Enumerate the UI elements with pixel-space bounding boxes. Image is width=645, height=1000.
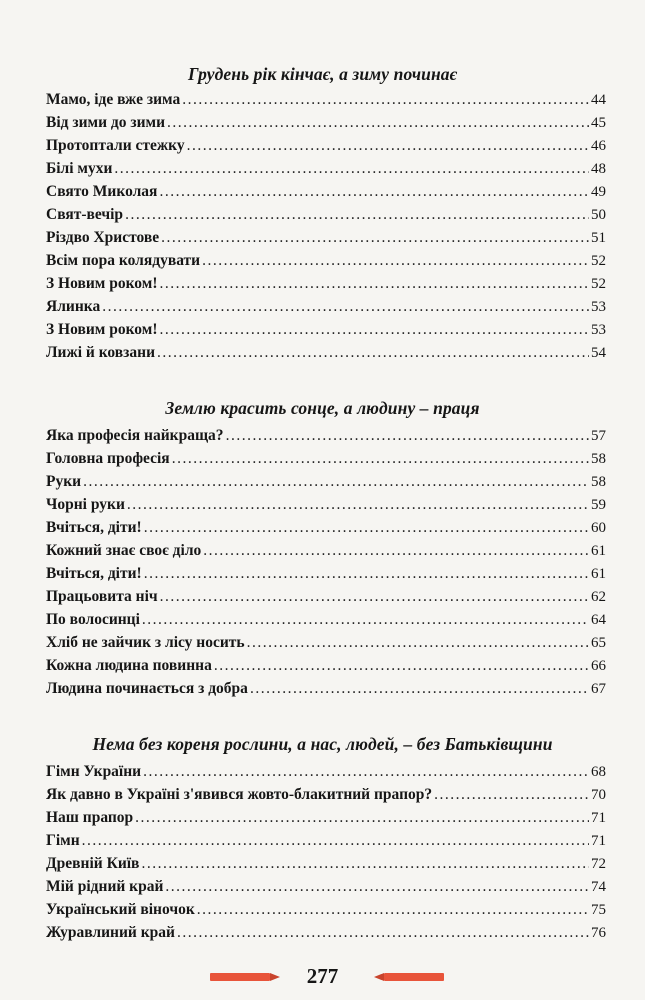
dot-leader (135, 809, 589, 827)
toc-entry-page: 57 (591, 428, 606, 444)
section-title-winter: Грудень рік кінчає, а зиму починає (187, 64, 457, 84)
toc-entry-title: Як давно в Україні з'явився жовто-блакитний прапор? (46, 786, 433, 803)
toc-entry (46, 542, 606, 564)
section-title-work: Землю красить сонце, а людину – праця (165, 398, 480, 418)
dot-leader (187, 137, 589, 155)
toc-entry (46, 763, 606, 785)
toc-entry (46, 657, 606, 679)
toc-entry-title: Різдво Христове (46, 229, 160, 246)
toc-entry-title: Чорні руки (46, 496, 125, 513)
dot-leader (434, 786, 589, 804)
toc-entry-title: Мій рідний край (46, 878, 164, 895)
toc-entry-page: 62 (591, 589, 606, 605)
dot-leader (127, 496, 589, 514)
toc-entry-title: Кожна людина повинна (46, 657, 212, 674)
toc-entry (46, 160, 606, 182)
page-footer (0, 962, 645, 992)
toc-entry-page: 71 (591, 810, 606, 826)
toc-entry-title: Лижі й ковзани (46, 344, 156, 361)
pencil-right-icon (374, 973, 444, 981)
toc-entry-page: 61 (591, 543, 606, 559)
toc-entry (46, 496, 606, 518)
dot-leader (214, 657, 589, 675)
toc-entry-page: 75 (591, 902, 606, 918)
toc-entry-page: 64 (591, 612, 606, 628)
toc-entry-page: 60 (591, 520, 606, 536)
dot-leader (161, 229, 589, 247)
toc-entry-page: 52 (591, 276, 606, 292)
toc-entry-title: Протоптали стежку (46, 137, 185, 154)
toc-entry-page: 66 (591, 658, 606, 674)
toc-entry-title: Людина починається з добра (46, 680, 248, 697)
toc-entry-page: 59 (591, 497, 606, 513)
toc-entry-page: 71 (591, 833, 606, 849)
toc-entry-page: 53 (591, 299, 606, 315)
toc-entry-page: 54 (591, 345, 606, 361)
toc-entry-page: 67 (591, 681, 606, 697)
toc-entry-title: Вчіться, діти! (46, 565, 142, 582)
toc-entry-page: 50 (591, 207, 606, 223)
dot-leader (226, 427, 589, 445)
toc-entry-page: 72 (591, 856, 606, 872)
toc-entry (46, 680, 606, 702)
toc-entry (46, 924, 606, 946)
toc-entry-page: 65 (591, 635, 606, 651)
toc-entry (46, 275, 606, 297)
toc-entry (46, 855, 606, 877)
toc-entry-page: 68 (591, 764, 606, 780)
toc-entry-page: 58 (591, 474, 606, 490)
toc-entry (46, 786, 606, 808)
dot-leader (141, 855, 589, 873)
toc-entry-title: Від зими до зими (46, 114, 165, 131)
dot-leader (102, 298, 589, 316)
toc-entry-title: Гімн України (46, 763, 142, 780)
toc-entry (46, 137, 606, 159)
toc-entry-title: Головна професія (46, 450, 170, 467)
dot-leader (172, 450, 589, 468)
dot-leader (203, 542, 589, 560)
dot-leader (143, 763, 589, 781)
toc-entry-title: Працьовита ніч (46, 588, 158, 605)
toc-entry-page: 49 (591, 184, 606, 200)
toc-entry-title: Журавлиний край (46, 924, 175, 941)
toc-entry-page: 45 (591, 115, 606, 131)
dot-leader (144, 519, 589, 537)
toc-entry (46, 344, 606, 366)
toc-entry-page: 48 (591, 161, 606, 177)
toc-entry-title: Кожний знає своє діло (46, 542, 202, 559)
toc-entry-page: 52 (591, 253, 606, 269)
toc-entry-title: Свят-вечір (46, 206, 124, 223)
toc-entry-title: Мамо, іде вже зима (46, 91, 181, 108)
dot-leader (182, 91, 589, 109)
dot-leader (159, 275, 589, 293)
toc-entry-page: 74 (591, 879, 606, 895)
toc-entry-title: Руки (46, 473, 82, 490)
toc-entry (46, 809, 606, 831)
toc-entry-title: По волосинці (46, 611, 140, 628)
toc-entry-page: 70 (591, 787, 606, 803)
dot-leader (114, 160, 589, 178)
toc-entry-page: 51 (591, 230, 606, 246)
dot-leader (177, 924, 589, 942)
toc-entry-title: Гімн (46, 832, 80, 849)
dot-leader (125, 206, 589, 224)
dot-leader (159, 321, 589, 339)
toc-entry (46, 901, 606, 923)
toc-entry (46, 588, 606, 610)
dot-leader (159, 183, 589, 201)
toc-entry-title: Український віночок (46, 901, 195, 918)
section-title-homeland: Нема без кореня рослини, а нас, людей, – без Батьківщини (92, 734, 553, 754)
toc-entry (46, 183, 606, 205)
dot-leader (197, 901, 589, 919)
toc-entry-page: 44 (591, 92, 606, 108)
toc-entry (46, 229, 606, 251)
dot-leader (165, 878, 589, 896)
toc-entry (46, 298, 606, 320)
toc-entry-title: Білі мухи (46, 160, 113, 177)
toc-entry-title: З Новим роком! (46, 275, 158, 292)
dot-leader (83, 473, 589, 491)
toc-entry (46, 878, 606, 900)
toc-entry-page: 61 (591, 566, 606, 582)
toc-entry-title: Яка професія найкраща? (46, 427, 224, 444)
toc-entry (46, 611, 606, 633)
toc-entry-title: Вчіться, діти! (46, 519, 142, 536)
toc-entry (46, 565, 606, 587)
toc-entry (46, 427, 606, 449)
toc-entry-title: Ялинка (46, 298, 101, 315)
toc-entry-title: Наш прапор (46, 809, 134, 826)
dot-leader (250, 680, 589, 698)
toc-entry-page: 58 (591, 451, 606, 467)
toc-entry (46, 252, 606, 274)
toc-entry (46, 321, 606, 343)
dot-leader (157, 344, 589, 362)
toc-entry-title: Хліб не зайчик з лісу носить (46, 634, 245, 651)
dot-leader (142, 611, 589, 629)
toc-entry (46, 634, 606, 656)
toc-entry (46, 206, 606, 228)
toc-entry-title: Всім пора колядувати (46, 252, 201, 269)
toc-entry-page: 76 (591, 925, 606, 941)
toc-entry (46, 91, 606, 113)
dot-leader (247, 634, 589, 652)
page-number: 277 (306, 964, 339, 988)
toc-entry (46, 450, 606, 472)
toc-entry (46, 519, 606, 541)
toc-entry-title: Свято Миколая (46, 183, 158, 200)
toc-entry-page: 53 (591, 322, 606, 338)
toc-entry-title: Древній Київ (46, 855, 140, 872)
dot-leader (202, 252, 589, 270)
dot-leader (82, 832, 589, 850)
dot-leader (160, 588, 589, 606)
toc-entry-page: 46 (591, 138, 606, 154)
toc-entry (46, 473, 606, 495)
toc-entry-title: З Новим роком! (46, 321, 158, 338)
toc-entry (46, 832, 606, 854)
toc-entry (46, 114, 606, 136)
dot-leader (167, 114, 589, 132)
dot-leader (144, 565, 589, 583)
